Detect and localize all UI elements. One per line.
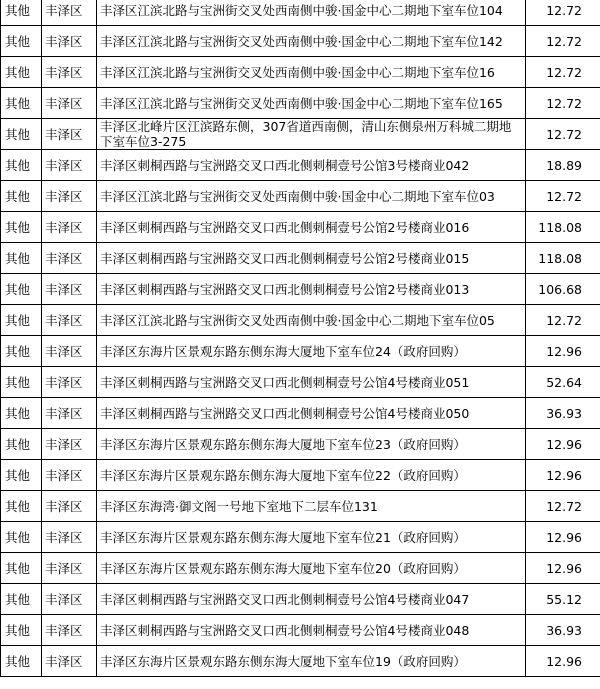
area-cell: 12.72 [526, 26, 600, 57]
category-cell: 其他 [1, 398, 42, 429]
area-cell: 12.72 [526, 491, 600, 522]
category-cell: 其他 [1, 522, 42, 553]
area-cell: 52.64 [526, 367, 600, 398]
category-cell: 其他 [1, 181, 42, 212]
category-cell: 其他 [1, 26, 42, 57]
district-cell: 丰泽区 [42, 0, 97, 26]
category-cell: 其他 [1, 274, 42, 305]
category-cell: 其他 [1, 584, 42, 615]
area-cell: 12.72 [526, 305, 600, 336]
table-row [1, 522, 600, 553]
category-cell: 其他 [1, 429, 42, 460]
location-cell: 丰泽区刺桐西路与宝洲路交叉口西北侧刺桐壹号公馆4号楼商业050 [97, 398, 526, 429]
table-row [1, 243, 600, 274]
district-cell: 丰泽区 [42, 57, 97, 88]
location-cell: 丰泽区东海片区景观东路东侧东海大厦地下室车位22（政府回购） [97, 460, 526, 491]
area-cell: 12.72 [526, 57, 600, 88]
location-cell: 丰泽区江滨北路与宝洲街交叉处西南侧中骏·国金中心二期地下室车位142 [97, 26, 526, 57]
category-cell: 其他 [1, 212, 42, 243]
table-row [1, 615, 600, 646]
area-cell: 12.72 [526, 181, 600, 212]
table-row [1, 336, 600, 367]
district-cell: 丰泽区 [42, 615, 97, 646]
table-row [1, 212, 600, 243]
district-cell: 丰泽区 [42, 26, 97, 57]
district-cell: 丰泽区 [42, 646, 97, 677]
area-cell: 118.08 [526, 212, 600, 243]
table-row [1, 491, 600, 522]
category-cell: 其他 [1, 243, 42, 274]
table-row [1, 88, 600, 119]
location-cell: 丰泽区北峰片区江滨路东侧，307省道西南侧，清山东侧泉州万科城二期地下室车位3-275 [97, 119, 526, 150]
location-cell: 丰泽区东海片区景观东路东侧东海大厦地下室车位20（政府回购） [97, 553, 526, 584]
area-cell: 36.93 [526, 615, 600, 646]
location-cell: 丰泽区刺桐西路与宝洲路交叉口西北侧刺桐壹号公馆4号楼商业051 [97, 367, 526, 398]
district-cell: 丰泽区 [42, 274, 97, 305]
district-cell: 丰泽区 [42, 181, 97, 212]
location-cell: 丰泽区刺桐西路与宝洲路交叉口西北侧刺桐壹号公馆2号楼商业016 [97, 212, 526, 243]
district-cell: 丰泽区 [42, 305, 97, 336]
location-cell: 丰泽区刺桐西路与宝洲路交叉口西北侧刺桐壹号公馆2号楼商业015 [97, 243, 526, 274]
property-table-body [1, 0, 600, 677]
area-cell: 12.96 [526, 553, 600, 584]
location-cell: 丰泽区东海片区景观东路东侧东海大厦地下室车位19（政府回购） [97, 646, 526, 677]
location-cell: 丰泽区东海湾·御文阁一号地下室地下二层车位131 [97, 491, 526, 522]
district-cell: 丰泽区 [42, 491, 97, 522]
location-cell: 丰泽区江滨北路与宝洲街交叉处西南侧中骏·国金中心二期地下室车位03 [97, 181, 526, 212]
table-row [1, 274, 600, 305]
area-cell: 12.96 [526, 646, 600, 677]
table-row [1, 57, 600, 88]
district-cell: 丰泽区 [42, 584, 97, 615]
location-cell: 丰泽区江滨北路与宝洲街交叉处西南侧中骏·国金中心二期地下室车位16 [97, 57, 526, 88]
area-cell: 12.96 [526, 336, 600, 367]
category-cell: 其他 [1, 88, 42, 119]
district-cell: 丰泽区 [42, 243, 97, 274]
table-row [1, 553, 600, 584]
category-cell: 其他 [1, 0, 42, 26]
area-cell: 55.12 [526, 584, 600, 615]
area-cell: 18.89 [526, 150, 600, 181]
table-row [1, 460, 600, 491]
area-cell: 12.72 [526, 0, 600, 26]
location-cell: 丰泽区刺桐西路与宝洲路交叉口西北侧刺桐壹号公馆3号楼商业042 [97, 150, 526, 181]
area-cell: 12.96 [526, 429, 600, 460]
category-cell: 其他 [1, 615, 42, 646]
area-cell: 106.68 [526, 274, 600, 305]
category-cell: 其他 [1, 367, 42, 398]
district-cell: 丰泽区 [42, 150, 97, 181]
district-cell: 丰泽区 [42, 398, 97, 429]
category-cell: 其他 [1, 460, 42, 491]
table-row [1, 429, 600, 460]
category-cell: 其他 [1, 150, 42, 181]
location-cell: 丰泽区东海片区景观东路东侧东海大厦地下室车位24（政府回购） [97, 336, 526, 367]
table-row [1, 26, 600, 57]
area-cell: 36.93 [526, 398, 600, 429]
table-row [1, 181, 600, 212]
district-cell: 丰泽区 [42, 429, 97, 460]
location-cell: 丰泽区刺桐西路与宝洲路交叉口西北侧刺桐壹号公馆2号楼商业013 [97, 274, 526, 305]
location-cell: 丰泽区江滨北路与宝洲街交叉处西南侧中骏·国金中心二期地下室车位104 [97, 0, 526, 26]
area-cell: 12.72 [526, 88, 600, 119]
district-cell: 丰泽区 [42, 212, 97, 243]
area-cell: 12.72 [526, 119, 600, 150]
district-cell: 丰泽区 [42, 522, 97, 553]
district-cell: 丰泽区 [42, 119, 97, 150]
area-cell: 118.08 [526, 243, 600, 274]
category-cell: 其他 [1, 646, 42, 677]
category-cell: 其他 [1, 491, 42, 522]
table-row [1, 367, 600, 398]
category-cell: 其他 [1, 553, 42, 584]
location-cell: 丰泽区江滨北路与宝洲街交叉处西南侧中骏·国金中心二期地下室车位05 [97, 305, 526, 336]
district-cell: 丰泽区 [42, 336, 97, 367]
table-row [1, 119, 600, 150]
area-cell: 12.96 [526, 522, 600, 553]
location-cell: 丰泽区东海片区景观东路东侧东海大厦地下室车位21（政府回购） [97, 522, 526, 553]
category-cell: 其他 [1, 119, 42, 150]
district-cell: 丰泽区 [42, 367, 97, 398]
table-row [1, 305, 600, 336]
category-cell: 其他 [1, 57, 42, 88]
location-cell: 丰泽区东海片区景观东路东侧东海大厦地下室车位23（政府回购） [97, 429, 526, 460]
table-row [1, 646, 600, 677]
table-row [1, 0, 600, 26]
category-cell: 其他 [1, 336, 42, 367]
area-cell: 12.96 [526, 460, 600, 491]
category-cell: 其他 [1, 305, 42, 336]
table-row [1, 584, 600, 615]
district-cell: 丰泽区 [42, 553, 97, 584]
table-row [1, 398, 600, 429]
location-cell: 丰泽区刺桐西路与宝洲路交叉口西北侧刺桐壹号公馆4号楼商业047 [97, 584, 526, 615]
location-cell: 丰泽区刺桐西路与宝洲路交叉口西北侧刺桐壹号公馆4号楼商业048 [97, 615, 526, 646]
table-row [1, 150, 600, 181]
district-cell: 丰泽区 [42, 460, 97, 491]
location-cell: 丰泽区江滨北路与宝洲街交叉处西南侧中骏·国金中心二期地下室车位165 [97, 88, 526, 119]
district-cell: 丰泽区 [42, 88, 97, 119]
